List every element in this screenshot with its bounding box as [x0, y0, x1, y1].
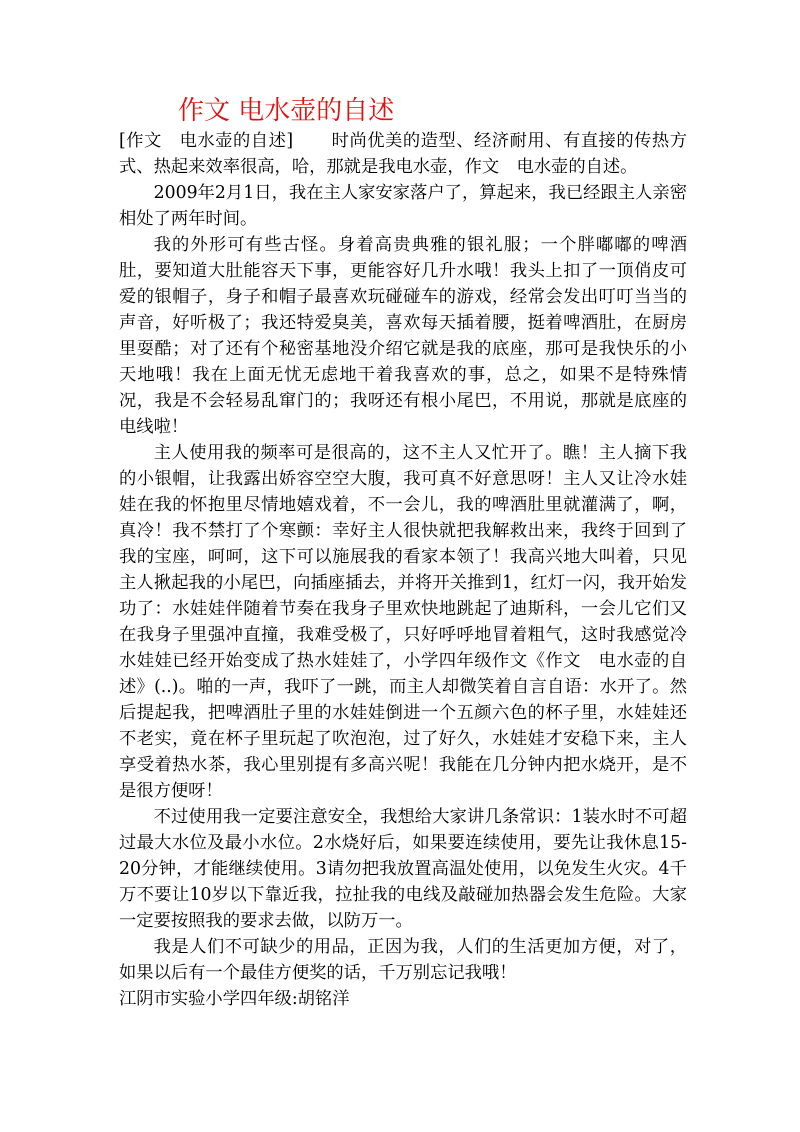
- intro-text: 时尚优美的造型、经济耐用、有直接的传热方式、热起来效率很高，哈，那就是我电水壶，作文 电水壶的自述。: [119, 131, 687, 177]
- document-body: [119, 128, 687, 1012]
- document-title: 作文 电水壶的自述: [178, 96, 395, 126]
- paragraph-conclusion: 我是人们不可缺少的用品，正因为我，人们的生活更加方便，对了，如果以后有一个最佳方便奖的话，千万别忘记我哦！: [119, 937, 687, 983]
- paragraph-safety: 不过使用我一定要注意安全，我想给大家讲几条常识：1装水时不可超过最大水位及最小水位。2水烧好后，如果要连续使用，要先让我休息15-20分钟，才能继续使用。3请勿把我放置高温处使用，以免发生火灾。4千万不要让10岁以下靠近我，拉扯我的电线及敲碰加热器会发生危险。大家一定要按照我的要求去做，以防万一。: [119, 807, 687, 931]
- paragraph-date: 2009年2月1日，我在主人家安家落户了，算起来，我已经跟主人亲密相处了两年时间。: [119, 183, 687, 229]
- paragraph-usage: 主人使用我的频率可是很高的，这不主人又忙开了。瞧！主人摘下我的小银帽，让我露出娇容空空大腹，我可真不好意思呀！主人又让冷水娃娃在我的怀抱里尽情地嬉戏着，不一会儿，我的啤酒肚里就灌满了，啊，真冷！我不禁打了个寒颤：幸好主人很快就把我解救出来，我终于回到了我的宝座，呵呵，这下可以施展我的看家本领了！我高兴地大叫着，只见主人揪起我的小尾巴，向插座插去，并将开关推到1，红灯一闪，我开始发功了：水娃娃伴随着节奏在我身子里欢快地跳起了迪斯科，一会儿它们又在我身子里强冲直撞，我难受极了，只好呼呼地冒着粗气，这时我感觉冷水娃娃已经开始变成了热水娃娃了，小学四年级作文《作文 电水壶的自述》(..)。啪的一声，我吓了一跳，而主人却微笑着自言自语：水开了。然后提起我，把啤酒肚子里的水娃娃倒进一个五颜六色的杯子里，水娃娃还不老实，竟在杯子里玩起了吹泡泡，过了好久，水娃娃才安稳下来，主人享受着热水茶，我心里别提有多高兴呢！我能在几分钟内把水烧开，是不是很方便呀！: [119, 443, 687, 801]
- paragraph-appearance: 我的外形可有些古怪。身着高贵典雅的银礼服；一个胖嘟嘟的啤酒肚，要知道大肚能容天下事，更能容好几升水哦！我头上扣了一顶俏皮可爱的银帽子，身子和帽子最喜欢玩碰碰车的游戏，经常会发出叮叮当当的声音，好听极了；我还特爱臭美，喜欢每天插着腰，挺着啤酒肚，在厨房里耍酷；对了还有个秘密基地没介绍它就是我的底座，那可是我快乐的小天地哦！我在上面无忧无虑地干着我喜欢的事，总之，如果不是特殊情况，我是不会轻易乱窜门的；我呀还有根小尾巴，不用说，那就是底座的电线啦！: [119, 235, 687, 437]
- intro-paragraph: [119, 128, 687, 180]
- author-signature: 江阴市实验小学四年级:胡铭洋: [119, 989, 350, 1009]
- intro-lead: [作文 电水壶的自述]: [119, 131, 294, 151]
